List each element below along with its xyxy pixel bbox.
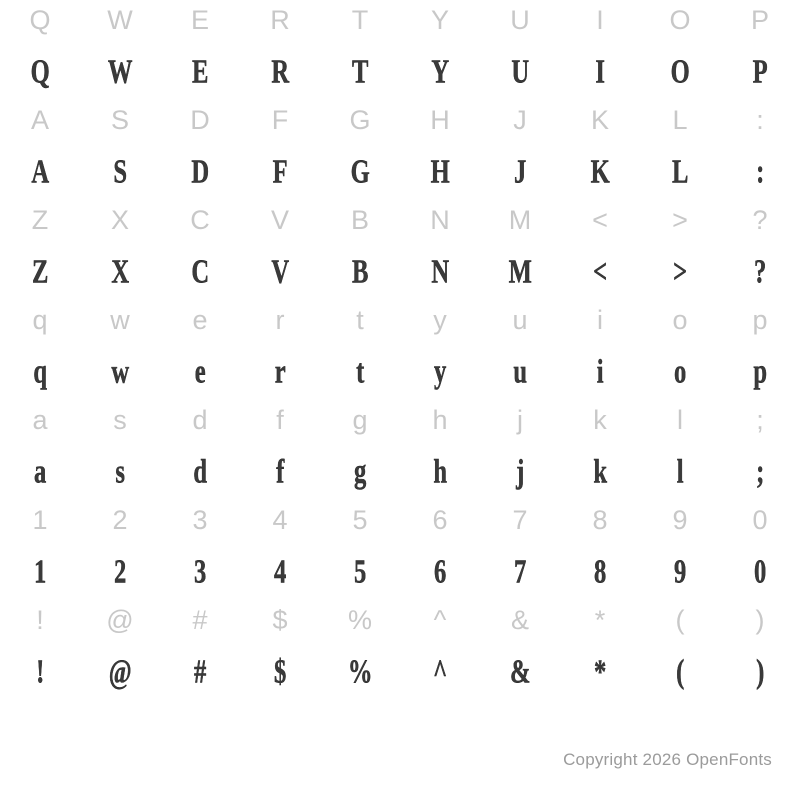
- glyph-sample: 5: [354, 553, 366, 591]
- key-label: C: [190, 205, 210, 235]
- key-label: E: [190, 5, 209, 35]
- key-label: ;: [756, 405, 764, 435]
- glyph-sample: g: [354, 453, 366, 491]
- key-label: N: [430, 205, 450, 235]
- glyph-sample: 2: [114, 553, 126, 591]
- glyph-sample: a: [34, 453, 46, 491]
- glyph-sample: G: [350, 153, 370, 191]
- key-label: Z: [31, 205, 49, 235]
- glyph-sample: d: [193, 453, 207, 491]
- key-label: R: [270, 5, 290, 35]
- row-group-4: [0, 400, 800, 500]
- key-label: 4: [272, 505, 288, 535]
- key-label: e: [192, 305, 208, 335]
- glyph-sample: j: [516, 453, 524, 491]
- key-label: w: [110, 305, 130, 335]
- glyph-sample: f: [276, 453, 284, 491]
- copyright-notice: Copyright 2026 OpenFonts: [563, 750, 772, 769]
- key-label: @: [106, 605, 134, 635]
- glyph-sample: 8: [594, 553, 606, 591]
- key-label: 7: [512, 505, 528, 535]
- glyph-sample: s: [115, 453, 125, 491]
- glyph-sample: C: [191, 253, 209, 291]
- key-label: B: [350, 205, 369, 235]
- key-label: ^: [433, 605, 447, 635]
- key-label: 9: [672, 505, 688, 535]
- glyph-sample: $: [274, 653, 286, 691]
- glyph-sample: ?: [754, 253, 766, 291]
- glyph-sample: i: [596, 353, 604, 391]
- glyph-sample: T: [351, 53, 368, 91]
- glyph-sample: o: [674, 353, 686, 391]
- glyph-sample: 9: [674, 553, 686, 591]
- key-label: F: [271, 105, 289, 135]
- glyph-row-0: [0, 53, 800, 100]
- glyph-sample: 6: [434, 553, 446, 591]
- key-label: K: [590, 105, 609, 135]
- key-label: I: [596, 5, 604, 35]
- glyph-sample: L: [671, 153, 688, 191]
- key-label: 1: [32, 505, 48, 535]
- row-group-3: [0, 300, 800, 400]
- glyph-sample: %: [347, 653, 373, 691]
- key-label: Y: [430, 5, 449, 35]
- key-row-2: [0, 200, 800, 256]
- glyph-sample: y: [434, 353, 446, 391]
- glyph-sample: *: [594, 653, 606, 691]
- glyph-sample: >: [673, 253, 687, 291]
- key-row-6: [0, 600, 800, 656]
- glyph-sample: U: [511, 53, 529, 91]
- key-label: y: [433, 305, 447, 335]
- key-label: ?: [752, 205, 768, 235]
- key-label: &: [510, 605, 529, 635]
- key-label: $: [272, 605, 288, 635]
- key-label: <: [592, 205, 608, 235]
- glyph-sample: J: [514, 153, 526, 191]
- glyph-row-4: [0, 453, 800, 500]
- glyph-sample: 1: [34, 553, 46, 591]
- key-label: :: [756, 105, 764, 135]
- row-group-0: [0, 0, 800, 100]
- glyph-sample: ): [756, 653, 764, 691]
- glyph-sample: Z: [31, 253, 48, 291]
- key-label: s: [113, 405, 127, 435]
- glyph-sample: 7: [514, 553, 526, 591]
- glyph-row-2: [0, 253, 800, 300]
- glyph-sample: R: [271, 53, 289, 91]
- key-label: k: [593, 405, 607, 435]
- glyph-sample: (: [676, 653, 684, 691]
- key-label: V: [270, 205, 289, 235]
- glyph-sample: p: [753, 353, 767, 391]
- key-label: a: [32, 405, 48, 435]
- key-label: J: [513, 105, 527, 135]
- key-label: o: [672, 305, 688, 335]
- row-group-1: [0, 100, 800, 200]
- glyph-row-6: [0, 653, 800, 700]
- glyph-sample: D: [191, 153, 209, 191]
- key-row-3: [0, 300, 800, 356]
- key-label: G: [349, 105, 371, 135]
- key-label: (: [675, 605, 685, 635]
- glyph-sample: 3: [194, 553, 206, 591]
- key-label: f: [276, 405, 284, 435]
- glyph-sample: 0: [754, 553, 766, 591]
- key-label: X: [110, 205, 129, 235]
- key-label: U: [510, 5, 530, 35]
- key-label: H: [430, 105, 450, 135]
- row-group-2: [0, 200, 800, 300]
- glyph-sample: H: [430, 153, 450, 191]
- glyph-sample: !: [36, 653, 44, 691]
- glyph-sample: :: [756, 153, 764, 191]
- key-label: j: [517, 405, 523, 435]
- key-label: Q: [29, 5, 51, 35]
- key-label: #: [192, 605, 208, 635]
- glyph-sample: M: [508, 253, 532, 291]
- key-label: p: [752, 305, 768, 335]
- glyph-sample: Q: [30, 53, 50, 91]
- glyph-sample: e: [194, 353, 206, 391]
- key-label: M: [508, 205, 532, 235]
- row-group-5: [0, 500, 800, 600]
- key-label: ): [755, 605, 765, 635]
- key-label: r: [275, 305, 285, 335]
- glyph-row-3: [0, 353, 800, 400]
- key-label: 5: [352, 505, 368, 535]
- key-label: g: [352, 405, 368, 435]
- glyph-sample: h: [433, 453, 447, 491]
- key-label: P: [750, 5, 769, 35]
- key-row-1: [0, 100, 800, 156]
- key-label: l: [677, 405, 683, 435]
- key-label: i: [597, 305, 603, 335]
- glyph-sample: K: [590, 153, 610, 191]
- key-label: 6: [432, 505, 448, 535]
- glyph-sample: q: [33, 353, 47, 391]
- key-label: A: [30, 105, 49, 135]
- glyph-sample: N: [431, 253, 449, 291]
- glyph-sample: I: [595, 53, 605, 91]
- glyph-sample: P: [752, 53, 768, 91]
- glyph-sample: u: [513, 353, 527, 391]
- glyph-sample: F: [272, 153, 288, 191]
- key-label: L: [672, 105, 688, 135]
- glyph-sample: A: [31, 153, 49, 191]
- key-row-0: [0, 0, 800, 56]
- key-label: D: [190, 105, 210, 135]
- glyph-sample: ^: [433, 653, 447, 691]
- key-label: S: [110, 105, 129, 135]
- key-label: 0: [752, 505, 768, 535]
- glyph-sample: 4: [274, 553, 286, 591]
- key-label: W: [107, 5, 133, 35]
- key-label: d: [192, 405, 208, 435]
- glyph-sample: E: [191, 53, 208, 91]
- key-label: 2: [112, 505, 128, 535]
- key-label: h: [432, 405, 448, 435]
- key-label: !: [36, 605, 44, 635]
- glyph-sample: &: [509, 653, 531, 691]
- key-label: %: [347, 605, 372, 635]
- glyph-row-1: [0, 153, 800, 200]
- glyph-sample: @: [108, 653, 132, 691]
- key-label: 8: [592, 505, 608, 535]
- key-label: O: [669, 5, 691, 35]
- glyph-sample: O: [670, 53, 690, 91]
- key-label: >: [672, 205, 688, 235]
- key-label: t: [356, 305, 364, 335]
- glyph-sample: #: [194, 653, 206, 691]
- glyph-sample: l: [676, 453, 684, 491]
- glyph-sample: Y: [431, 53, 449, 91]
- key-row-5: [0, 500, 800, 556]
- glyph-sample: B: [351, 253, 368, 291]
- glyph-sample: r: [274, 353, 286, 391]
- key-label: T: [351, 5, 369, 35]
- key-row-4: [0, 400, 800, 456]
- row-group-6: [0, 600, 800, 700]
- glyph-sample: k: [593, 453, 607, 491]
- glyph-sample: V: [271, 253, 289, 291]
- glyph-sample: <: [593, 253, 607, 291]
- glyph-row-5: [0, 553, 800, 600]
- glyph-sample: t: [356, 353, 364, 391]
- key-label: *: [594, 605, 606, 635]
- key-label: 3: [192, 505, 208, 535]
- key-label: u: [512, 305, 528, 335]
- key-label: q: [32, 305, 48, 335]
- glyph-sample: ;: [756, 453, 764, 491]
- glyph-sample: S: [113, 153, 127, 191]
- glyph-sample: w: [111, 353, 129, 391]
- glyph-sample: X: [111, 253, 129, 291]
- glyph-sample: W: [107, 53, 133, 91]
